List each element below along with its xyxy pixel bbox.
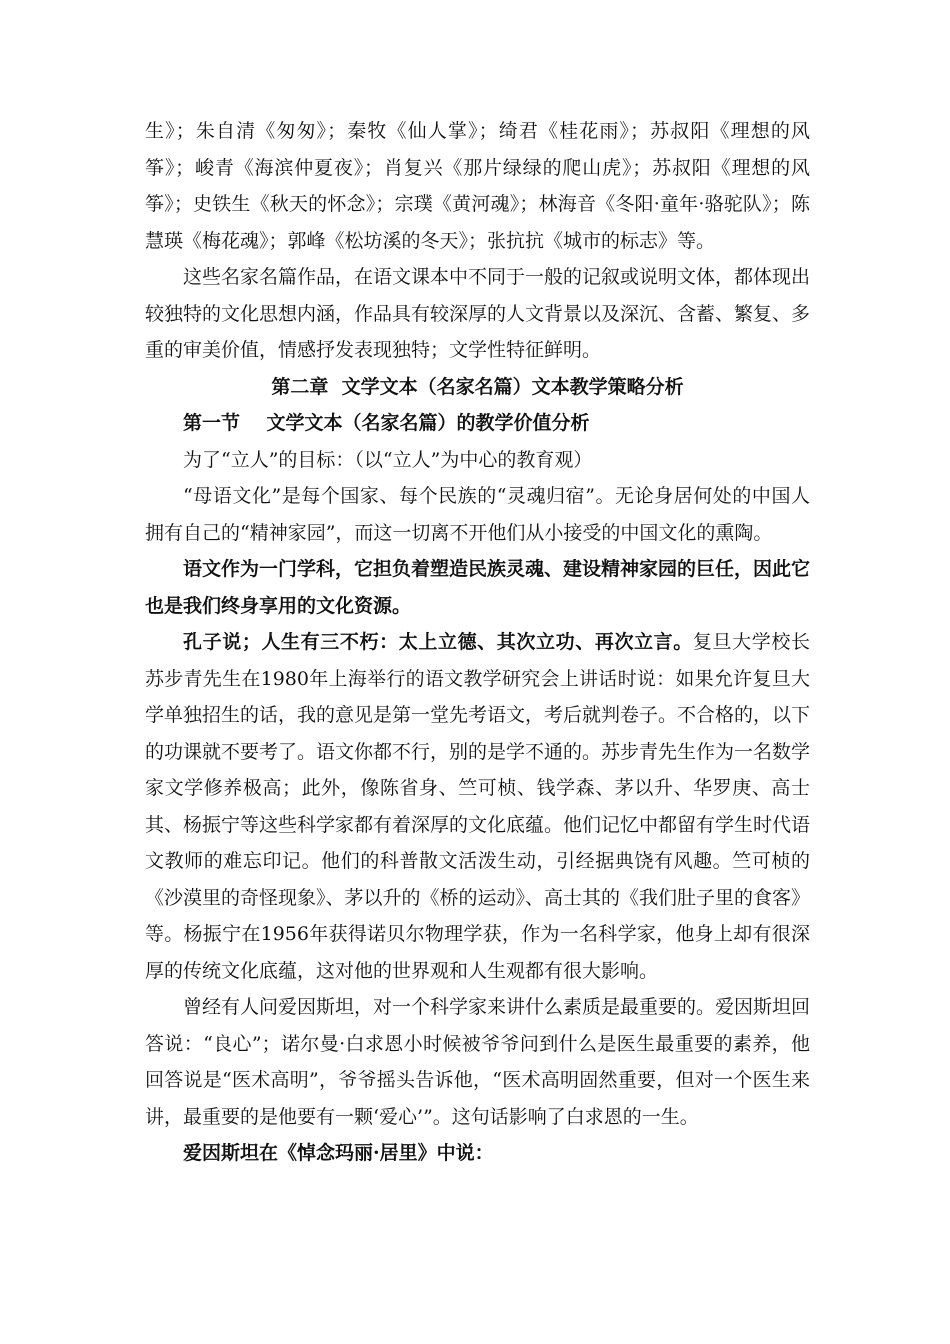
- paragraph-literary-value: 这些名家名篇作品，在语文课本中不同于一般的记叙或说明文体，都体现出较独特的文化思想内涵，作品具有较深厚的人文背景以及深沉、含蓄、繁复、多重的审美价值，情感抒发表现独特；文学性特征鲜明。: [145, 266, 811, 361]
- su-buqing-text: 复旦大学校长苏步青先生在1980年上海举行的语文教学研究会上讲话时说：如果允许复旦大学单独招生的话，我的意见是第一堂先考语文，考后就判卷子。不合格的，以下的功课就不要考了。语文你都不行，别的是学不通的。苏步青先生作为一名数学家文学修养极高；此外，像陈省身、竺可桢、钱学森、茅以升、华罗庚、高士其、杨振宁等这些科学家都有着深厚的文化底蕴。他们记忆中都留有学生时代语文教师的难忘印记。他们的科普散文活泼生动，引经据典饶有风趣。竺可桢的《沙漠里的奇怪现象》、茅以升的《桥的运动》、高士其的《我们肚子里的食客》等。杨振宁在1956年获得诺贝尔物理学获，作为一名科学家，他身上却有很深厚的传统文化底蕴，这对他的世界观和人生观都有很大影响。: [145, 631, 811, 982]
- paragraph-einstein-curie: 爱因斯坦在《悼念玛丽·居里》中说：: [183, 1142, 494, 1164]
- paragraph-einstein-bethune: 曾经有人问爱因斯坦，对一个科学家来讲什么素质是最重要的。爱因斯坦回答说：“良心”；诺尔曼·白求恩小时候被爷爷问到什么是医生最重要的素养，他回答说是“医术高明”，爷爷摇头告诉他，“医术高明固然重要，但对一个医生来讲，最重要的是他要有一颗‘爱心’”。这句话影响了白求恩的一生。: [145, 996, 811, 1128]
- chapter-title: 第二章 文学文本（名家名篇）文本教学策略分析: [271, 375, 684, 398]
- section-title: 第一节 文学文本（名家名篇）的教学价值分析: [183, 412, 590, 434]
- confucius-quote: 孔子说；人生有三不朽：太上立德、其次立功、再次立言。: [183, 631, 693, 653]
- paragraph-mother-tongue: “母语文化”是每个国家、每个民族的“灵魂归宿”。无论身居何处的中国人拥有自己的“精神家园”，而这一切离不开他们从小接受的中国文化的熏陶。: [145, 485, 810, 544]
- paragraph-goal: 为了“立人”的目标：（以“立人”为中心的教育观）: [183, 448, 593, 471]
- paragraph-chinese-subject: 语文作为一门学科，它担负着塑造民族灵魂、建设精神家园的巨任，因此它也是我们终身享用的文化资源。: [145, 558, 811, 617]
- document-page: [145, 113, 810, 1172]
- paragraph-reading-list: 生》；朱自清《匆匆》；秦牧《仙人掌》；绮君《桂花雨》；苏叔阳《理想的风筝》；峻青《海滨仲夏夜》；肖复兴《那片绿绿的爬山虎》；苏叔阳《理想的风筝》；史铁生《秋天的怀念》；宗璞《黄河魂》；林海音《冬阳·童年·骆驼队》；陈慧瑛《梅花魂》；郭峰《松坊溪的冬天》；张抗抗《城市的标志》等。: [145, 120, 810, 252]
- paragraph-confucius: [145, 624, 810, 989]
